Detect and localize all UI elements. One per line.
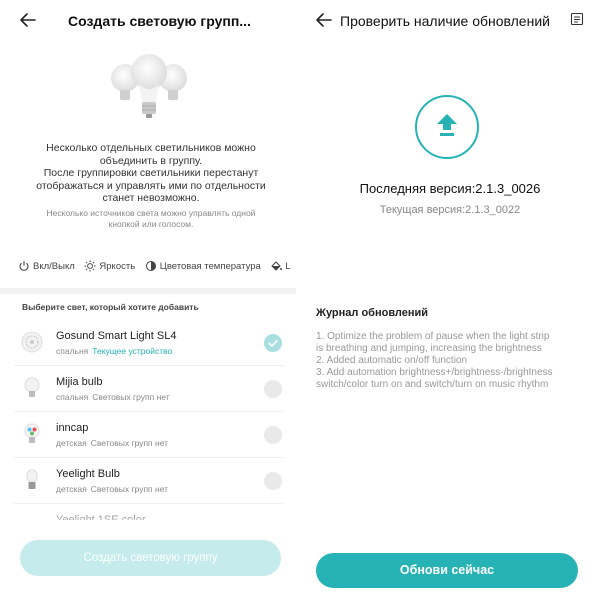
paint-bucket-icon xyxy=(270,260,282,272)
half-circle-icon xyxy=(145,260,157,272)
device-checkbox[interactable] xyxy=(264,426,282,444)
description-line: После группировки светильники перестанут xyxy=(43,167,259,179)
changelog-line: switch/color turn on and switch/turn on music rhythm xyxy=(316,379,549,390)
current-version: Текущая версия:2.1.3_0022 xyxy=(379,204,521,216)
header xyxy=(0,0,296,42)
device-checkbox-checked[interactable] xyxy=(264,334,282,352)
group-note xyxy=(24,208,278,230)
update-status-badge xyxy=(415,95,479,159)
device-checkbox[interactable] xyxy=(264,472,282,490)
description-line: станет невозможно. xyxy=(102,192,200,204)
update-now-button[interactable]: Обнови сейчас xyxy=(316,553,578,588)
device-status: Текущее устройство xyxy=(92,346,173,356)
description-line: Несколько отдельных светильников можно xyxy=(46,142,256,154)
back-arrow-icon[interactable] xyxy=(314,10,334,30)
description-line: отображаться и управлять ими по отдельности xyxy=(36,179,266,192)
changelog-body xyxy=(316,331,586,391)
color-bulb-icon xyxy=(20,422,44,446)
device-room: спальня xyxy=(56,392,89,402)
group-description xyxy=(20,142,282,205)
feature-label: L xyxy=(285,260,291,272)
device-room: детская xyxy=(56,438,87,448)
feature-power xyxy=(18,260,75,272)
create-light-group-screen xyxy=(0,0,296,594)
device-list-item[interactable] xyxy=(14,366,284,412)
device-room: спальня xyxy=(56,346,89,356)
create-group-button[interactable]: Создать световую группу xyxy=(20,540,281,576)
power-icon xyxy=(18,260,30,272)
device-status: Световых групп нет xyxy=(90,484,169,494)
device-status: Световых групп нет xyxy=(90,438,169,448)
device-room: детская xyxy=(56,484,87,494)
changelog-line: 1. Optimize the problem of pause when the light strip xyxy=(316,331,550,342)
upload-arrow-icon xyxy=(417,97,477,157)
device-subtitle xyxy=(56,438,168,448)
changelog-line: is breathing and jumping, increasing the brightness xyxy=(316,343,542,354)
device-name: Mijia bulb xyxy=(56,376,103,388)
feature-brightness xyxy=(84,260,135,272)
device-name: Gosund Smart Light SL4 xyxy=(56,330,177,342)
check-icon xyxy=(264,334,282,352)
changelog-title: Журнал обновлений xyxy=(316,307,429,319)
back-arrow-icon[interactable] xyxy=(18,10,38,30)
note-line: кнопкой или голосом. xyxy=(108,219,194,229)
group-features-row xyxy=(18,260,296,278)
header xyxy=(302,0,598,42)
page-title: Проверить наличие обновлений xyxy=(340,13,550,29)
device-subtitle xyxy=(56,346,172,356)
device-list-item[interactable] xyxy=(14,412,284,458)
page-title: Создать световую групп... xyxy=(68,13,251,29)
device-subtitle xyxy=(56,484,168,494)
device-name: Yeelight Bulb xyxy=(56,468,120,480)
device-list-item[interactable] xyxy=(14,320,284,366)
feature-label: Яркость xyxy=(99,260,136,272)
check-updates-screen xyxy=(302,0,598,594)
feature-color xyxy=(270,260,290,272)
section-divider xyxy=(0,288,296,294)
device-name: inncap xyxy=(56,422,89,434)
list-header: Выберите свет, который хотите добавить xyxy=(22,302,199,312)
device-list-item[interactable] xyxy=(14,458,284,504)
feature-color-temperature xyxy=(145,260,261,272)
bulb-icon xyxy=(20,376,44,400)
description-line: объединить в группу. xyxy=(99,154,203,167)
bulbs-illustration xyxy=(108,50,190,130)
sun-icon xyxy=(84,260,96,272)
feature-label: Цветовая температура xyxy=(159,260,261,272)
note-line: Несколько источников света можно управлять одной xyxy=(46,208,256,218)
document-icon[interactable] xyxy=(570,12,584,26)
device-status: Световых групп нет xyxy=(92,392,170,402)
device-subtitle xyxy=(56,392,170,402)
yeelight-bulb-icon xyxy=(20,468,44,492)
ceiling-light-icon xyxy=(20,330,44,354)
device-checkbox[interactable] xyxy=(264,380,282,398)
changelog-line: 2. Added automatic on/off function xyxy=(316,355,468,366)
changelog-line: 3. Add automation brightness+/brightness-/brightness xyxy=(316,367,553,378)
latest-version: Последняя версия:2.1.3_0026 xyxy=(359,181,541,196)
feature-label: Вкл/Выкл xyxy=(33,260,75,272)
